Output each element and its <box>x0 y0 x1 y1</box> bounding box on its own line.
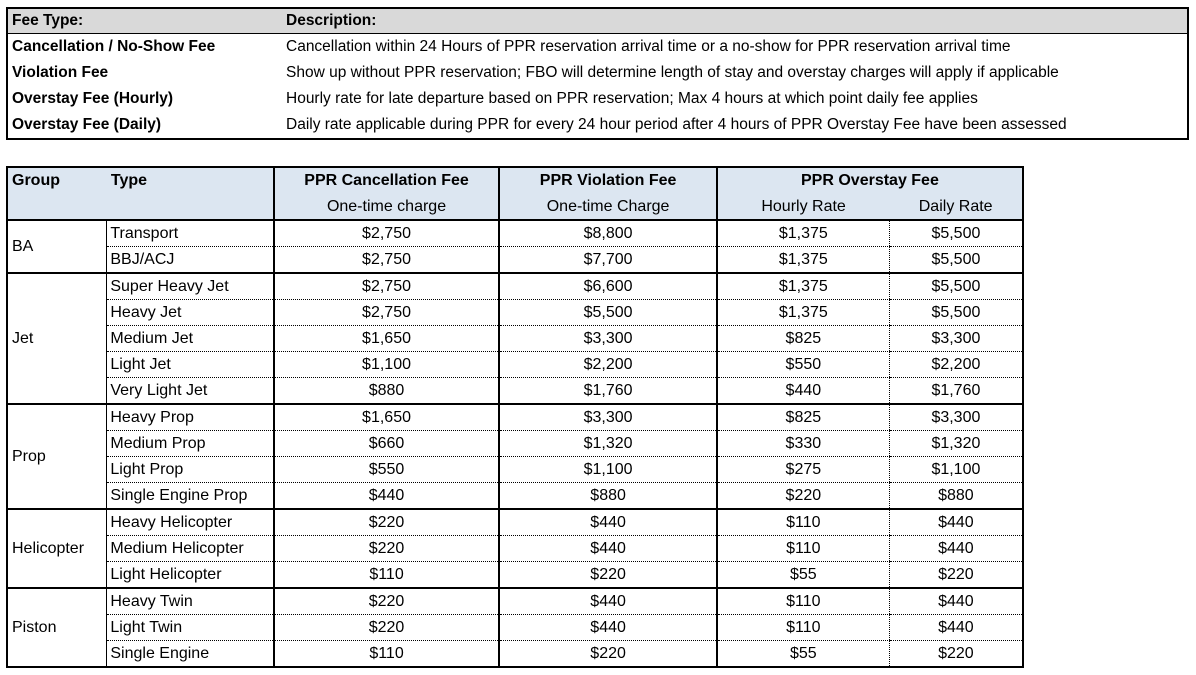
type-cell: Single Engine <box>107 641 274 668</box>
hourly-rate-cell: $440 <box>717 378 889 405</box>
fee-type-description: Daily rate applicable during PPR for every 24 hour period after 4 hours of PPR Overstay Fee have been assessed <box>286 116 1067 133</box>
hourly-rate-cell: $1,375 <box>717 300 889 326</box>
type-cell: Medium Helicopter <box>107 536 274 562</box>
type-cell: BBJ/ACJ <box>107 247 274 274</box>
hourly-rate-cell: $275 <box>717 457 889 483</box>
daily-rate-cell: $1,320 <box>889 431 1023 457</box>
table-row <box>7 378 1023 405</box>
fee-type-header-row <box>7 8 1188 34</box>
type-cell: Heavy Twin <box>107 588 274 615</box>
daily-rate-cell: $220 <box>889 562 1023 589</box>
type-cell: Light Twin <box>107 615 274 641</box>
group-cell: Prop <box>7 404 107 509</box>
cancellation-fee-cell: $660 <box>274 431 500 457</box>
hourly-rate-cell: $110 <box>717 588 889 615</box>
violation-fee-cell: $2,200 <box>499 352 717 378</box>
fee-type-description: Cancellation within 24 Hours of PPR reservation arrival time or a no-show for PPR reservation arrival time <box>286 38 1011 55</box>
cancellation-fee-cell: $110 <box>274 641 500 668</box>
fee-type-header: Fee Type: <box>7 8 276 34</box>
hourly-rate-cell: $110 <box>717 615 889 641</box>
type-cell: Light Helicopter <box>107 562 274 589</box>
daily-rate-cell: $440 <box>889 509 1023 536</box>
type-cell: Super Heavy Jet <box>107 273 274 300</box>
violation-fee-cell: $3,300 <box>499 326 717 352</box>
violation-fee-cell: $1,100 <box>499 457 717 483</box>
table-row <box>7 457 1023 483</box>
table-row <box>7 536 1023 562</box>
cancellation-fee-cell: $220 <box>274 615 500 641</box>
fee-type-row <box>7 60 1188 86</box>
fee-type-row <box>7 86 1188 112</box>
hourly-rate-cell: $220 <box>717 483 889 510</box>
fee-type-body <box>7 8 1188 139</box>
fee-type-name: Violation Fee <box>12 64 109 81</box>
violation-fee-cell: $5,500 <box>499 300 717 326</box>
daily-rate-cell: $220 <box>889 641 1023 668</box>
violation-fee-cell: $6,600 <box>499 273 717 300</box>
cancellation-fee-cell: $2,750 <box>274 300 500 326</box>
cancellation-fee-cell: $880 <box>274 378 500 405</box>
daily-rate-cell: $5,500 <box>889 247 1023 274</box>
daily-rate-cell: $5,500 <box>889 273 1023 300</box>
violation-fee-cell: $440 <box>499 588 717 615</box>
cancellation-fee-cell: $440 <box>274 483 500 510</box>
type-header: Type <box>107 167 274 220</box>
table-row <box>7 562 1023 589</box>
hourly-rate-cell: $330 <box>717 431 889 457</box>
hourly-rate-cell: $55 <box>717 562 889 589</box>
type-cell: Very Light Jet <box>107 378 274 405</box>
table-row <box>7 641 1023 668</box>
table-row <box>7 431 1023 457</box>
daily-rate-cell: $5,500 <box>889 220 1023 247</box>
hourly-subheader: Hourly Rate <box>717 193 889 220</box>
hourly-rate-cell: $550 <box>717 352 889 378</box>
group-cell: Piston <box>7 588 107 667</box>
group-cell: BA <box>7 220 107 273</box>
table-row <box>7 247 1023 274</box>
violation-fee-cell: $3,300 <box>499 404 717 431</box>
cancellation-fee-cell: $550 <box>274 457 500 483</box>
daily-rate-cell: $2,200 <box>889 352 1023 378</box>
cancellation-fee-cell: $220 <box>274 509 500 536</box>
type-cell: Medium Jet <box>107 326 274 352</box>
daily-subheader: Daily Rate <box>889 193 1023 220</box>
violation-subheader: One-time Charge <box>499 193 717 220</box>
violation-fee-cell: $880 <box>499 483 717 510</box>
table-row <box>7 615 1023 641</box>
cancellation-subheader: One-time charge <box>274 193 500 220</box>
violation-fee-cell: $440 <box>499 509 717 536</box>
daily-rate-cell: $1,760 <box>889 378 1023 405</box>
hourly-rate-cell: $1,375 <box>717 273 889 300</box>
cancellation-fee-cell: $220 <box>274 536 500 562</box>
violation-fee-cell: $220 <box>499 641 717 668</box>
group-header: Group <box>7 167 107 220</box>
hourly-rate-cell: $55 <box>717 641 889 668</box>
table-row <box>7 326 1023 352</box>
hourly-rate-cell: $110 <box>717 536 889 562</box>
violation-fee-cell: $220 <box>499 562 717 589</box>
daily-rate-cell: $440 <box>889 536 1023 562</box>
type-cell: Single Engine Prop <box>107 483 274 510</box>
ppr-fee-table-header <box>7 167 1023 220</box>
type-cell: Light Jet <box>107 352 274 378</box>
cancellation-fee-cell: $220 <box>274 588 500 615</box>
cancellation-header: PPR Cancellation Fee <box>274 167 500 193</box>
violation-fee-cell: $1,320 <box>499 431 717 457</box>
violation-fee-cell: $440 <box>499 615 717 641</box>
type-cell: Light Prop <box>107 457 274 483</box>
table-row <box>7 483 1023 510</box>
cancellation-fee-cell: $2,750 <box>274 273 500 300</box>
table-row <box>7 300 1023 326</box>
cancellation-fee-cell: $1,650 <box>274 404 500 431</box>
violation-fee-cell: $8,800 <box>499 220 717 247</box>
group-cell: Helicopter <box>7 509 107 588</box>
daily-rate-cell: $440 <box>889 588 1023 615</box>
daily-rate-cell: $440 <box>889 615 1023 641</box>
table-row <box>7 404 1023 431</box>
cancellation-fee-cell: $110 <box>274 562 500 589</box>
hourly-rate-cell: $110 <box>717 509 889 536</box>
hourly-rate-cell: $1,375 <box>717 220 889 247</box>
fee-type-description: Show up without PPR reservation; FBO will determine length of stay and overstay charges will apply if applicable <box>286 64 1059 81</box>
overstay-header: PPR Overstay Fee <box>717 167 1023 193</box>
cancellation-fee-cell: $1,100 <box>274 352 500 378</box>
violation-fee-cell: $1,760 <box>499 378 717 405</box>
type-cell: Transport <box>107 220 274 247</box>
fee-type-table <box>6 7 1189 140</box>
daily-rate-cell: $5,500 <box>889 300 1023 326</box>
fee-type-description: Hourly rate for late departure based on PPR reservation; Max 4 hours at which point daily fee applies <box>286 90 978 107</box>
cancellation-fee-cell: $2,750 <box>274 220 500 247</box>
cancellation-fee-cell: $2,750 <box>274 247 500 274</box>
table-row <box>7 273 1023 300</box>
fee-type-row <box>7 34 1188 61</box>
hourly-rate-cell: $825 <box>717 404 889 431</box>
cancellation-fee-cell: $1,650 <box>274 326 500 352</box>
fee-type-name: Overstay Fee (Hourly) <box>12 90 174 107</box>
hourly-rate-cell: $1,375 <box>717 247 889 274</box>
header-row <box>7 167 1023 193</box>
table-row <box>7 352 1023 378</box>
daily-rate-cell: $1,100 <box>889 457 1023 483</box>
table-row <box>7 588 1023 615</box>
daily-rate-cell: $880 <box>889 483 1023 510</box>
fee-type-name: Overstay Fee (Daily) <box>12 116 162 133</box>
group-cell: Jet <box>7 273 107 404</box>
table-row <box>7 220 1023 247</box>
fee-type-row <box>7 112 1188 139</box>
hourly-rate-cell: $825 <box>717 326 889 352</box>
violation-fee-cell: $7,700 <box>499 247 717 274</box>
daily-rate-cell: $3,300 <box>889 404 1023 431</box>
violation-fee-cell: $440 <box>499 536 717 562</box>
type-cell: Heavy Helicopter <box>107 509 274 536</box>
violation-header: PPR Violation Fee <box>499 167 717 193</box>
daily-rate-cell: $3,300 <box>889 326 1023 352</box>
fee-type-name: Cancellation / No-Show Fee <box>12 38 216 55</box>
type-cell: Heavy Prop <box>107 404 274 431</box>
ppr-fee-table-body <box>7 220 1023 667</box>
description-header: Description: <box>276 8 1188 34</box>
table-row <box>7 509 1023 536</box>
ppr-fee-table <box>6 166 1024 668</box>
type-cell: Medium Prop <box>107 431 274 457</box>
type-cell: Heavy Jet <box>107 300 274 326</box>
